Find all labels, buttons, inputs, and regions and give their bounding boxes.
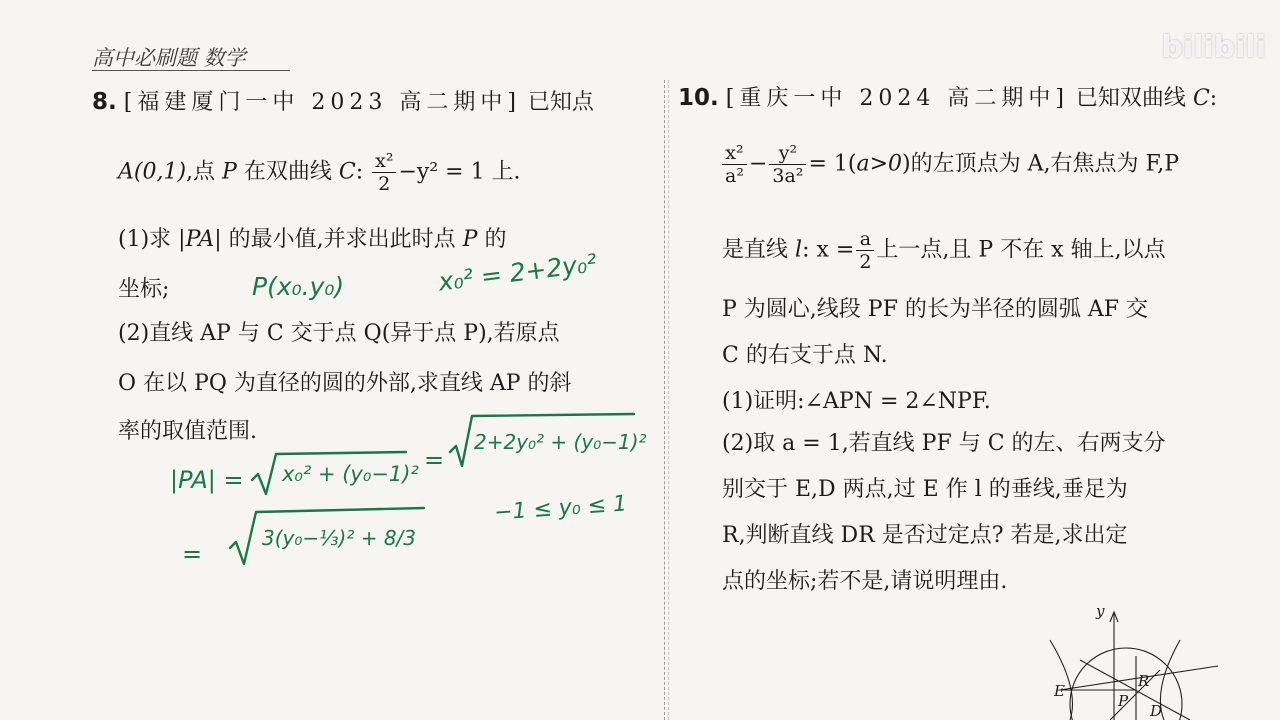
figure-left-branch bbox=[1050, 640, 1073, 720]
figure-label-p: P bbox=[1118, 692, 1129, 710]
q8-part1-b: | 的最小值,并求出此时点 bbox=[214, 227, 456, 252]
figure-label-r: R bbox=[1138, 672, 1150, 690]
figure-label-y: y bbox=[1096, 602, 1105, 620]
q10-frac2-num: y² bbox=[769, 142, 806, 165]
q10-frac3-num: a bbox=[856, 228, 874, 251]
q8-stem-head: 已知点 bbox=[527, 90, 594, 115]
q8-var-c: C bbox=[338, 159, 356, 185]
q8-part1-a: (1)求 | bbox=[118, 227, 186, 252]
q10-stem-line2-tail: )的左顶点为 A,右焦点为 F,P bbox=[902, 151, 1180, 177]
q8-equation-tail: −y² = 1 上. bbox=[398, 159, 521, 185]
hw-range: −1 ≤ y₀ ≤ 1 bbox=[493, 491, 628, 526]
hw-eq2: = bbox=[424, 446, 445, 474]
q8-part1-line2: 坐标; bbox=[118, 277, 170, 302]
page-header: 高中必刷题 数学 bbox=[92, 46, 246, 70]
q10-frac3 bbox=[856, 228, 874, 273]
column-divider bbox=[664, 80, 665, 720]
column-divider-secondary bbox=[668, 80, 669, 720]
q10-stem-line2: $\frac{\text{x²}}{\text{a²}}$ − $\frac{\text{y²}}{\text{3a²}}$ = 1(a>0)的左顶点为 A,右焦点为 F,P bbox=[720, 142, 1179, 187]
hw-pa-root1: x₀² + (y₀−1)² bbox=[282, 462, 419, 486]
q10-var-l: l bbox=[795, 237, 803, 263]
q8-number: 8 bbox=[92, 89, 109, 115]
q10-figure bbox=[1040, 600, 1240, 720]
q10-heading: 10. [重庆一中 2024 高二期中] 已知双曲线 C: bbox=[678, 85, 1218, 111]
q8-part1-pa: PA bbox=[185, 227, 215, 252]
q8-part1-p: P bbox=[462, 227, 478, 252]
hw-eq3: = bbox=[182, 540, 203, 568]
figure-label-e: E bbox=[1054, 682, 1065, 700]
q10-stem-line5: C 的右支于点 N. bbox=[722, 343, 888, 368]
q10-frac1 bbox=[722, 142, 747, 187]
q10-part2-line4: 点的坐标;若不是,请说明理由. bbox=[722, 569, 1008, 594]
q8-heading: 8. [福建厦门一中 2023 高二期中] 已知点 bbox=[92, 89, 594, 115]
hw-pa-root2: 2+2y₀² + (y₀−1)² bbox=[474, 430, 647, 454]
q10-eq-one: = 1( bbox=[808, 151, 857, 177]
hw-pa-lhs: |PA| = bbox=[170, 466, 244, 494]
figure-label-d: D bbox=[1150, 702, 1163, 720]
q10-frac2-den: 3a² bbox=[772, 165, 804, 187]
q8-part2-line3: 率的取值范围. bbox=[118, 419, 257, 444]
q10-figure-svg bbox=[1040, 600, 1240, 720]
q10-part1: (1)证明:∠APN = 2∠NPF. bbox=[722, 389, 991, 414]
bilibili-watermark: bilibili bbox=[1161, 30, 1266, 65]
q10-part2-line2: 别交于 E,D 两点,过 E 作 l 的垂线,垂足为 bbox=[722, 477, 1128, 502]
q8-part2-line2: O 在以 PQ 为直径的圆的外部,求直线 AP 的斜 bbox=[118, 371, 572, 396]
q8-stem-line2: A(0,1),点 P 在双曲线 C: $\frac{\text{x²}}{2}$ −y² = 1 上. bbox=[118, 150, 521, 195]
q10-line3-a: 是直线 bbox=[722, 237, 789, 263]
q8-frac-den: 2 bbox=[378, 173, 391, 195]
q8-var-p: P bbox=[222, 159, 237, 185]
q10-var-c: C bbox=[1192, 86, 1210, 111]
q8-frac-num: x² bbox=[372, 150, 396, 173]
hw-point-p: P(x₀.y₀) bbox=[252, 272, 345, 301]
q10-stem-line3 bbox=[722, 228, 1166, 273]
q8-point-a: A(0,1) bbox=[118, 159, 187, 185]
q10-frac1-den: a² bbox=[725, 165, 744, 187]
q10-frac3-den: 2 bbox=[859, 251, 872, 273]
q8-part1-c: 的 bbox=[484, 227, 507, 252]
q10-number: 10 bbox=[678, 85, 711, 111]
q10-part2-line3: R,判断直线 DR 是否过定点? 若是,求出定 bbox=[722, 523, 1128, 548]
q10-stem-line4: P 为圆心,线段 PF 的长为半径的圆弧 AF 交 bbox=[722, 297, 1148, 322]
q10-stem-head: 已知双曲线 bbox=[1075, 86, 1186, 111]
q8-text-hyperbola: 在双曲线 bbox=[243, 159, 332, 185]
q10-frac2 bbox=[769, 142, 806, 187]
q8-fraction bbox=[372, 150, 396, 195]
hw-relation: x₀² = 2+2y₀² bbox=[436, 248, 599, 297]
q10-line3-b: : x = bbox=[802, 237, 855, 263]
q8-source: [福建厦门一中 2023 高二期中] bbox=[123, 90, 521, 115]
q8-part2-line1: (2)直线 AP 与 C 交于点 Q(异于点 P),若原点 bbox=[118, 321, 560, 346]
q10-condition: a>0 bbox=[856, 151, 902, 177]
q10-source: [重庆一中 2024 高二期中] bbox=[725, 86, 1069, 111]
hw-pa-root3: 3(y₀−⅓)² + 8/3 bbox=[262, 526, 417, 550]
q10-frac1-num: x² bbox=[722, 142, 747, 165]
header-underline bbox=[92, 70, 290, 71]
q10-part2-line1: (2)取 a = 1,若直线 PF 与 C 的左、右两支分 bbox=[722, 431, 1166, 456]
q10-line3-c: 上一点,且 P 不在 x 轴上,以点 bbox=[876, 237, 1166, 263]
q8-text-dianP: ,点 bbox=[186, 159, 216, 185]
q8-part1-line1 bbox=[118, 226, 506, 254]
